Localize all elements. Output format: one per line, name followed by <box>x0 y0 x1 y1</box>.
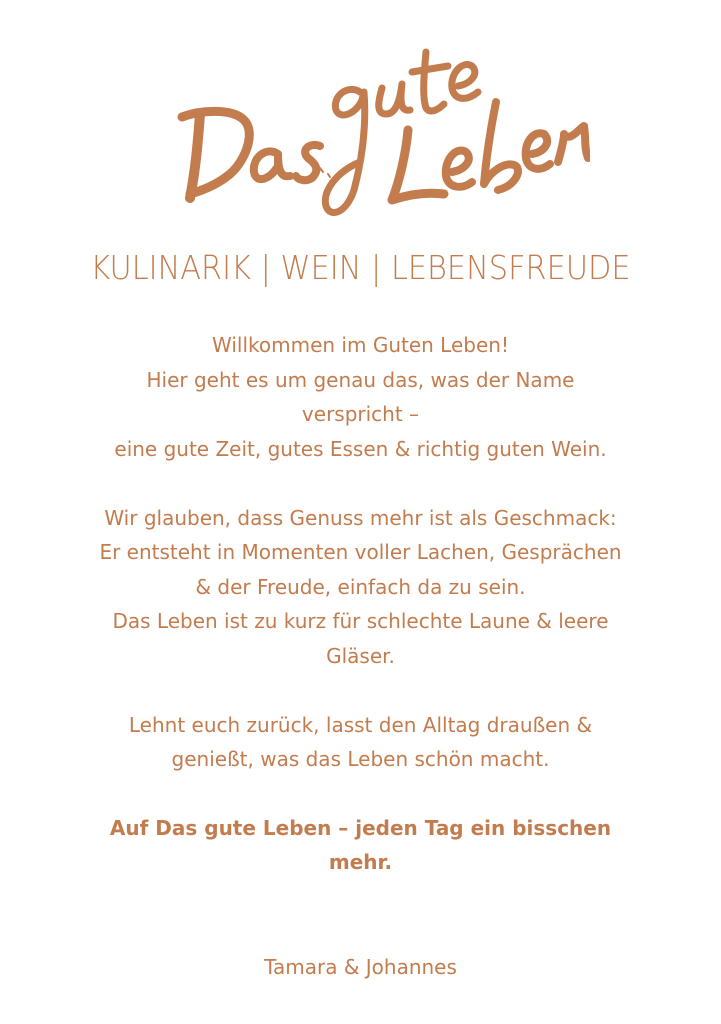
text-line: Willkommen im Guten Leben! <box>212 333 509 357</box>
text-line: Gläser. <box>326 643 395 668</box>
philosophy-paragraph <box>60 501 661 674</box>
text-line: eine gute Zeit, gutes Essen & richtig guten Wein. <box>114 436 607 461</box>
tagline: KULINARIK | WEIN | LEBENSFREUDE <box>90 248 631 287</box>
intro-paragraph <box>60 328 661 466</box>
signature: Tamara & Johannes <box>264 955 457 979</box>
invitation-paragraph <box>60 708 661 777</box>
text-line: Lehnt euch zurück, lasst den Alltag draußen & <box>128 712 593 737</box>
text-line: Er entsteht in Momenten voller Lachen, Gesprächen <box>99 540 622 564</box>
welcome-text <box>60 328 661 879</box>
text-line: Wir glauben, dass Genuss mehr ist als Geschmack: <box>104 505 617 530</box>
logo-word-das <box>182 111 320 198</box>
das-gute-leben-logo <box>160 22 590 232</box>
text-line: & der Freude, einfach da zu sein. <box>195 574 526 599</box>
text-line: Das Leben ist zu kurz für schlechte Laune & leere <box>112 609 609 633</box>
text-line: Hier geht es um genau das, was der Name <box>146 367 575 392</box>
closing-toast: Auf Das gute Leben – jeden Tag ein bisschen mehr. <box>109 816 612 874</box>
logo-brush-specks <box>320 168 330 177</box>
text-line: verspricht – <box>301 402 420 426</box>
logo-word-leben <box>392 102 588 200</box>
text-line: genießt, was das Leben schön macht. <box>171 747 550 771</box>
